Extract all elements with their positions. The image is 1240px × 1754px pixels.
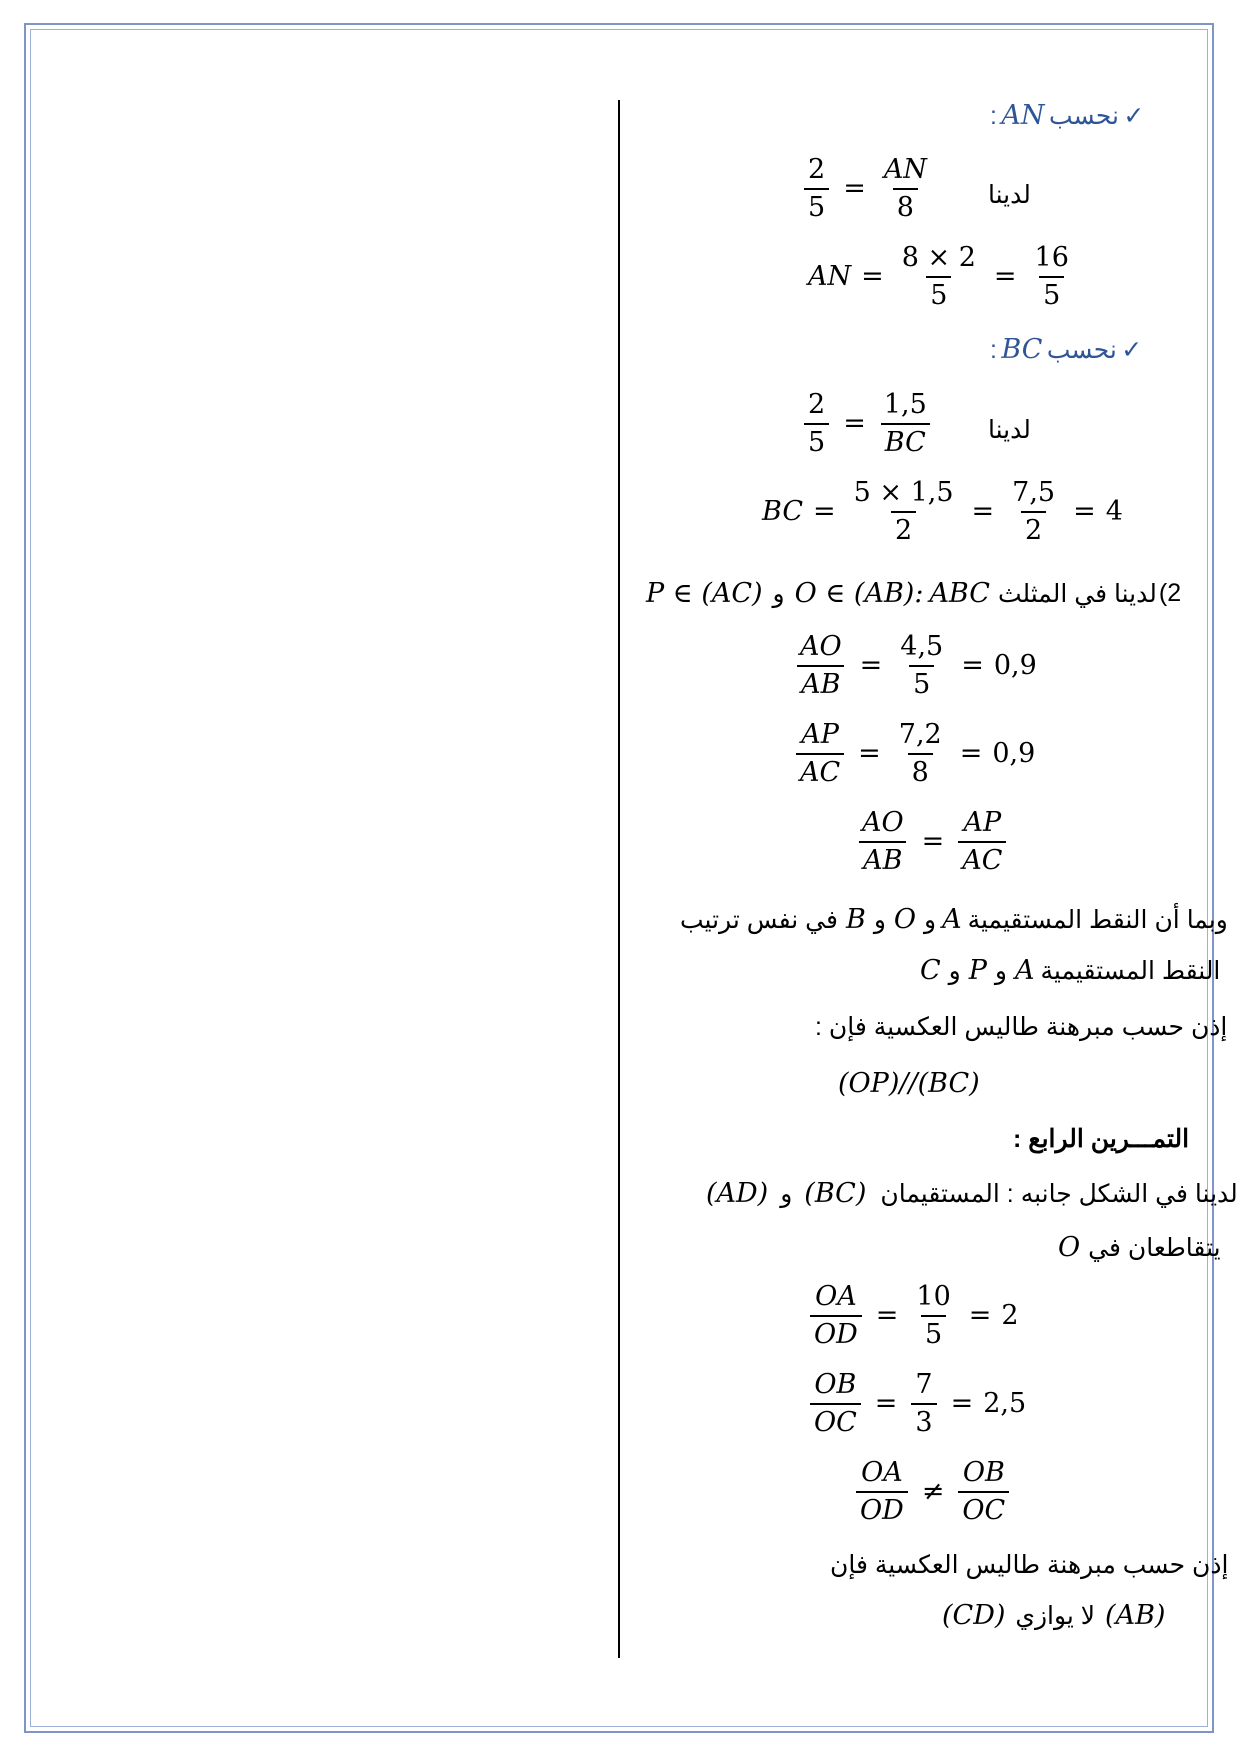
checkmark-icon: ✓	[1121, 335, 1143, 364]
ladayna-label-1: لدينا	[988, 181, 1031, 209]
step-an-heading: : AN نحسب ✓	[990, 100, 1145, 131]
parallel-result: (OP)//(BC)	[838, 1068, 980, 1099]
exercise-4-title: التمـــرين الرابع :	[1013, 1125, 1190, 1153]
thales-conclusion-1: إذن حسب مبرهنة طاليس العكسية فإن :	[815, 1013, 1228, 1041]
checkmark-icon: ✓	[1123, 101, 1145, 130]
points-statement: C و P و A النقط المستقيمية	[920, 955, 1221, 986]
equation-7: $\frac{AO}{AB}$ = $\frac{AP}{AC}$	[854, 808, 1010, 875]
equation-1: $\frac{2}{5}$ = $\frac{AN}{8}$	[800, 155, 935, 222]
equation-5: $\frac{AO}{AB}$ = $\frac{4,5}{5}$ = 0,9	[792, 632, 1037, 699]
part2-statement: P ∈ (AC) و O ∈ (AB) : ABC لدينا في المثلث 2)	[646, 578, 1182, 609]
since-statement: في نفس ترتيب B و O و A وبما أن النقط المستقيمية	[680, 904, 1228, 935]
equation-2: AN = $\frac{8 \times 2}{5}$ = $\frac{16}{5}$	[808, 242, 1069, 311]
column-divider	[618, 100, 620, 1658]
ladayna-label-2: لدينا	[988, 416, 1031, 444]
equation-4: BC = $\frac{5 \times 1,5}{2}$ = $\frac{7,5}{2}$ = 4	[762, 477, 1123, 546]
equation-8: $\frac{OA}{OD}$ = $\frac{10}{5}$ = 2	[806, 1282, 1019, 1349]
exercise-4-given: (AD) و (BC) لدينا في الشكل جانبه : المستقيمان	[706, 1178, 1238, 1209]
equation-10: $\frac{OA}{OD}$ ≠ $\frac{OB}{OC}$	[852, 1458, 1013, 1525]
equation-3: $\frac{2}{5}$ = $\frac{1,5}{BC}$	[800, 390, 935, 457]
thales-conclusion-2: إذن حسب مبرهنة طاليس العكسية فإن	[830, 1551, 1229, 1579]
equation-6: $\frac{AP}{AC}$ = $\frac{7,2}{8}$ = 0,9	[792, 720, 1035, 787]
step-bc-heading: : BC نحسب ✓	[990, 334, 1143, 365]
intersection-statement: O يتقاطعان في	[1058, 1232, 1221, 1263]
equation-9: $\frac{OB}{OC}$ = $\frac{7}{3}$ = 2,5	[806, 1370, 1026, 1437]
not-parallel-result: (CD) لا يوازي (AB)	[942, 1600, 1166, 1631]
